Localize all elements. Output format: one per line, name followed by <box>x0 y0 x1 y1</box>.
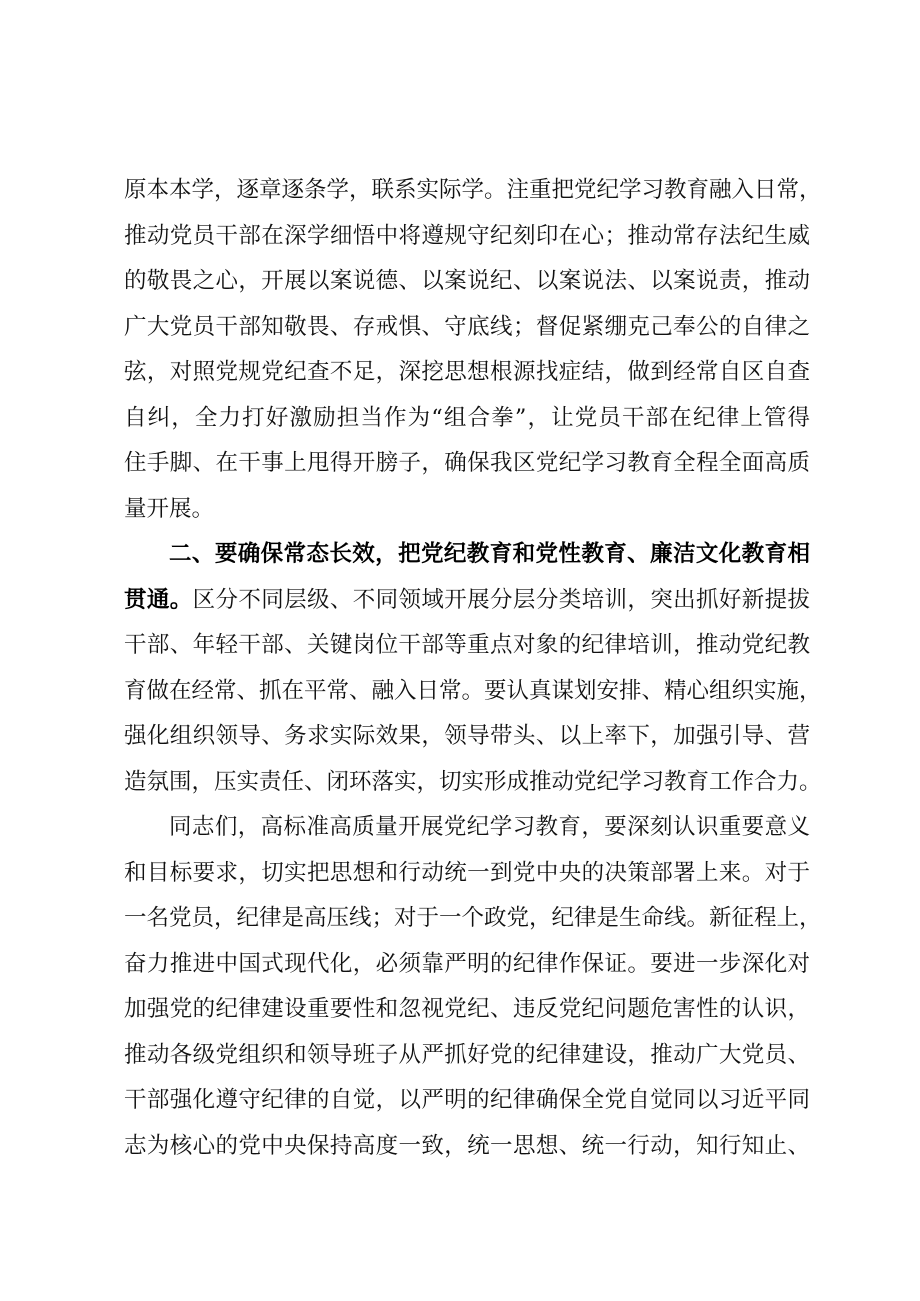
text-line: 广大党员干部知敬畏、存戒惧、守底线；督促紧绷克己奉公的自律之 <box>124 313 810 340</box>
text-line: 志为核心的党中央保持高度一致，统一思想、统一行动，知行知止、 <box>124 1132 810 1159</box>
text-line: 自纠，全力打好激励担当作为“组合拳”，让党员干部在纪律上管得 <box>124 404 810 431</box>
section-heading-end: 贯通。 <box>124 586 193 613</box>
text-line: 强化组织领导、务求实际效果，领导带头、以上率下，加强引导、营 <box>124 723 810 749</box>
text-line: 加强党的纪律建设重要性和忽视党纪、违反党纪问题危害性的认识， <box>124 996 810 1022</box>
text-line: 奋力推进中国式现代化，必须靠严明的纪律作保证。要进一步深化对 <box>124 950 810 977</box>
text-line: 同志们，高标准高质量开展党纪学习教育，要深刻认识重要意义 <box>169 814 810 840</box>
text-span: 区分不同层级、不同领域开展分层分类培训，突出抓好新提拔 <box>192 586 810 613</box>
text-line: 推动各级党组织和领导班子从严抓好党的纪律建设，推动广大党员、 <box>124 1041 810 1068</box>
text-line: 和目标要求，切实把思想和行动统一到党中央的决策部署上来。对于 <box>124 859 810 886</box>
section-heading: 二、要确保常态长效，把党纪教育和党性教育、廉洁文化教育相 <box>169 541 810 567</box>
document-page <box>124 168 822 1169</box>
text-line: 原本本学，逐章逐条学，联系实际学。注重把党纪学习教育融入日常， <box>124 177 822 203</box>
text-line: 一名党员，纪律是高压线；对于一个政党，纪律是生命线。新征程上， <box>124 905 822 931</box>
text-line: 弦，对照党规党纪查不足，深挖思想根源找症结，做到经常自区自查 <box>124 359 810 385</box>
text-line: 干部、年轻干部、关键岗位干部等重点对象的纪律培训，推动党纪教 <box>124 632 810 658</box>
text-line: 量开展。 <box>124 495 215 522</box>
paragraph-section-two <box>124 532 822 805</box>
text-line: 干部强化遵守纪律的自觉，以严明的纪律确保全党自觉同以习近平同 <box>124 1087 810 1113</box>
text-line: 育做在经常、抓在平常、融入日常。要认真谋划安排、精心组织实施， <box>124 677 822 704</box>
paragraph-continuation <box>124 168 822 532</box>
paragraph-closing <box>124 805 822 1169</box>
text-line: 造氛围，压实责任、闭环落实，切实形成推动党纪学习教育工作合力。 <box>124 768 822 795</box>
text-line <box>124 578 810 624</box>
text-line: 推动党员干部在深学细悟中将遵规守纪刻印在心；推动常存法纪生威 <box>124 222 810 249</box>
text-line: 住手脚、在干事上甩得开膀子，确保我区党纪学习教育全程全面高质 <box>124 450 810 476</box>
text-line: 的敬畏之心，开展以案说德、以案说纪、以案说法、以案说责，推动 <box>124 268 810 294</box>
